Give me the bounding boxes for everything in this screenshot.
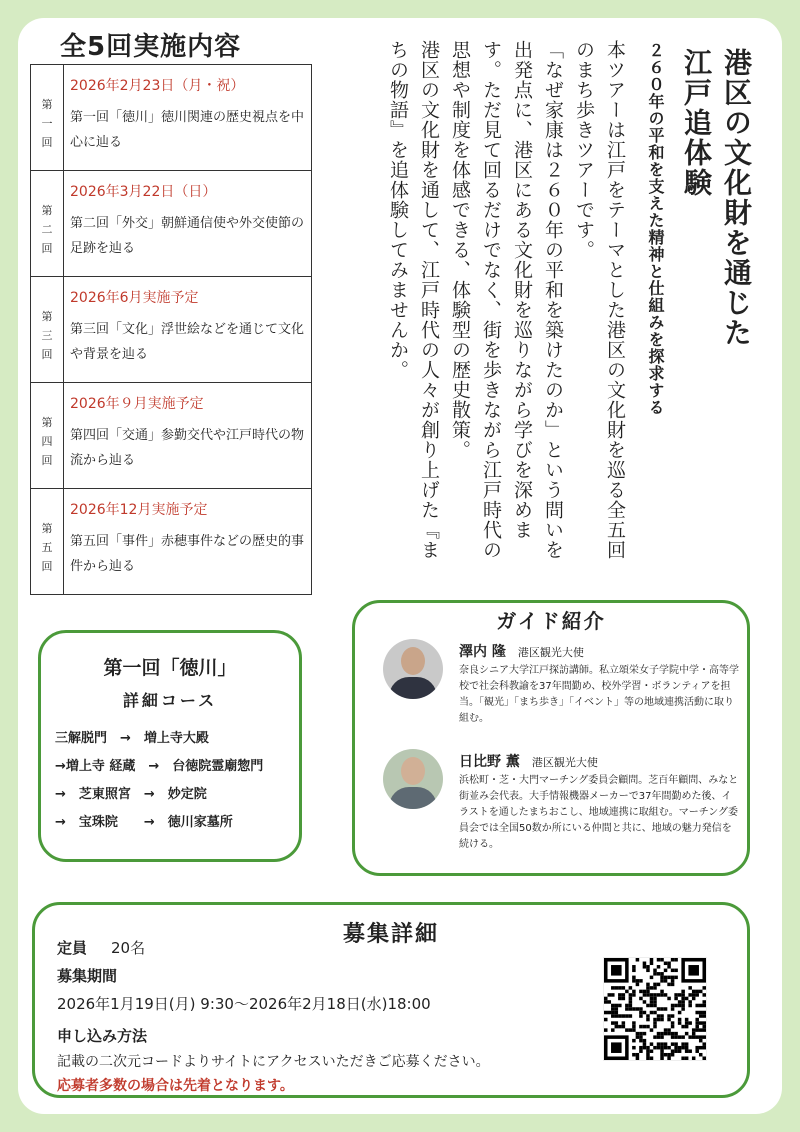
session-description: 第五回「事件」赤穂事件などの歴史的事件から辿る — [70, 534, 305, 574]
guide-name — [459, 751, 598, 771]
course-title: 第一回「徳川」 — [103, 657, 237, 679]
schedule-row — [31, 65, 312, 171]
session-date: 2026年12月実施予定 — [70, 502, 208, 518]
session-number — [31, 65, 64, 171]
session-cell — [64, 489, 312, 595]
route-line: → 芝東照宮 → 妙定院 — [55, 787, 207, 802]
session-number-char: 回 — [41, 454, 53, 467]
session-description: 第四回「交通」参勤交代や江戸時代の物流から辿る — [70, 428, 305, 468]
guide-photo — [383, 749, 443, 809]
course-route — [41, 725, 299, 837]
session-number — [31, 489, 64, 595]
session-number-char: 一 — [41, 117, 53, 130]
headline-subtitle: ２６０年の平和を支えた精神と仕組みを探求する — [646, 42, 665, 416]
headline-title-line2: 江戸追体験 — [680, 48, 713, 198]
intro-paragraph: 「なぜ家康は２６０年の平和を築けたのか」という問いを出発点に、港区にある文化財を巡りながら学びを深めます。ただ見て回るだけでなく、街を歩きながら江戸時代の思想や制度を体感できる、体験型の歴史散策。 — [449, 40, 564, 560]
session-number-char: 第 — [41, 416, 53, 429]
guide-name — [459, 641, 584, 661]
session-number-char: 三 — [41, 329, 53, 342]
session-number-char: 第 — [41, 204, 53, 217]
headline-title-line1: 港区の文化財を通じた — [720, 48, 753, 348]
session-number-char: 第 — [41, 310, 53, 323]
session-date: 2026年2月23日（月・祝） — [70, 78, 245, 94]
session-number-char: 回 — [41, 348, 53, 361]
schedule-table — [30, 64, 312, 595]
capacity-label: 定員 — [57, 939, 88, 957]
route-line: →増上寺 経蔵 → 台徳院霊廟惣門 — [55, 759, 264, 774]
session-cell — [64, 171, 312, 277]
session-date: 2026年6月実施予定 — [70, 290, 199, 306]
guide-title: ガイド紹介 — [496, 609, 606, 633]
session-cell — [64, 383, 312, 489]
session-number — [31, 277, 64, 383]
route-line: 三解脱門 → 増上寺大殿 — [55, 731, 209, 746]
intro-paragraph: 港区の文化財を通して、江戸時代の人々が創り上げた『まちの物語』を追体験してみませんか。 — [387, 40, 440, 560]
guide-role: 港区観光大使 — [517, 646, 584, 659]
session-number-char: 第 — [41, 522, 53, 535]
session-date: 2026年3月22日（日） — [70, 184, 217, 200]
guide-photo — [383, 639, 443, 699]
route-line: → 宝珠院 → 徳川家墓所 — [55, 815, 233, 830]
period-label: 募集期間 — [57, 967, 118, 985]
session-description: 第二回「外交」朝鮮通信使や外交使節の足跡を辿る — [70, 216, 305, 256]
session-description: 第一回「徳川」徳川関連の歴史視点を中心に辿る — [70, 110, 305, 150]
method-value: 記載の二次元コードよりサイトにアクセスいただきご応募ください。 — [57, 1054, 490, 1070]
session-number-char: 五 — [41, 541, 53, 554]
session-cell — [64, 277, 312, 383]
guide-name-text: 日比野 薫 — [459, 754, 520, 770]
guide-bio: 奈良シニア大学江戸探訪講師。私立頌栄女子学院中学・高等学校で社会科教諭を37年間勤め、校外学習・ボランティアを担当。「観光」「まち歩き」「イベント」等の地域連携活動に取り組む。 — [459, 665, 739, 724]
schedule-row — [31, 489, 312, 595]
capacity-value: 20名 — [111, 939, 146, 957]
recruit-title: 募集詳細 — [342, 922, 439, 947]
guide-card — [352, 600, 750, 876]
schedule-title: 全5回実施内容 — [60, 32, 242, 62]
intro-paragraph: 本ツアーは江戸をテーマとした港区の文化財を巡る全五回のまち歩きツアーです。 — [573, 40, 626, 560]
session-number — [31, 383, 64, 489]
guide-role: 港区観光大使 — [531, 756, 598, 769]
period-value: 2026年1月19日(月) 9:30～2026年2月18日(水)18:00 — [57, 995, 431, 1013]
session-number-char: 回 — [41, 242, 53, 255]
method-label: 申し込み方法 — [57, 1027, 148, 1045]
session-number — [31, 171, 64, 277]
session-number-char: 四 — [41, 435, 53, 448]
course-subtitle: 詳細コース — [122, 691, 218, 710]
session-cell — [64, 65, 312, 171]
intro-text — [340, 40, 630, 560]
schedule-row — [31, 171, 312, 277]
session-number-char: 第 — [41, 98, 53, 111]
recruit-card — [32, 902, 750, 1098]
session-number-char: 回 — [41, 136, 53, 149]
guide-bio: 浜松町・芝・大門マーチング委員会顧問。芝百年顧問、みなと街並み会代表。大手情報機器メーカーで37年間勤めた後、イラストを通したまちおこし、地域連携に取組む。マーチング委員会では全国50数か所にいる仲間と共に、地域の魅力発信を続ける。 — [459, 775, 739, 850]
schedule-row — [31, 383, 312, 489]
session-date: 2026年９月実施予定 — [70, 396, 204, 412]
session-number-char: 二 — [41, 223, 53, 236]
qr-code-graphic — [604, 958, 706, 1060]
session-number-char: 回 — [41, 560, 53, 573]
guide-name-text: 澤内 隆 — [459, 644, 506, 660]
schedule-row — [31, 277, 312, 383]
course-card — [38, 630, 302, 862]
recruit-note: 応募者多数の場合は先着となります。 — [57, 1078, 294, 1094]
qr-code[interactable] — [603, 957, 707, 1061]
session-description: 第三回「文化」浮世絵などを通じて文化や背景を辿る — [70, 322, 305, 362]
